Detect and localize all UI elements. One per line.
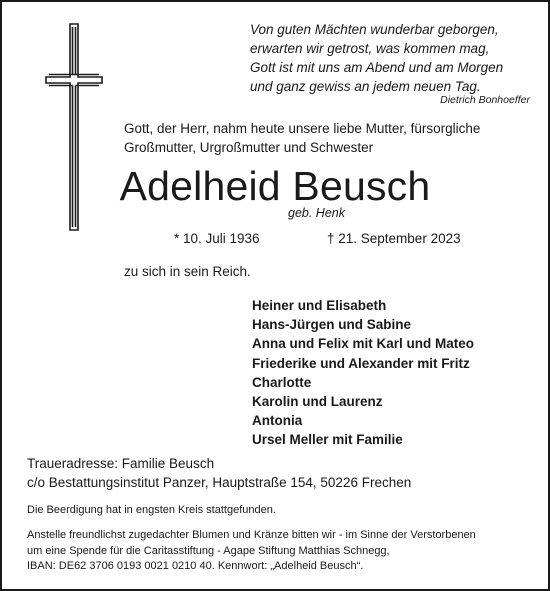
death-date: † 21. September 2023 bbox=[327, 231, 461, 246]
mourner-item: Hans-Jürgen und Sabine bbox=[252, 317, 412, 333]
address-line: Traueradresse: Familie Beusch bbox=[27, 456, 215, 471]
poem-line: und ganz gewiss an jedem neuen Tag. bbox=[250, 79, 481, 94]
closing-phrase: zu sich in sein Reich. bbox=[124, 264, 251, 279]
birth-date: * 10. Juli 1936 bbox=[174, 231, 260, 246]
poem bbox=[250, 20, 530, 96]
poem-line: Von guten Mächten wunderbar geborgen, bbox=[250, 22, 499, 37]
donation-line: Anstelle freundlichst zugedachter Blumen und Kränze bitten wir - im Sinne der Verstorbenen bbox=[27, 529, 476, 541]
intro-line: Gott, der Herr, nahm heute unsere liebe Mutter, fürsorgliche bbox=[124, 121, 481, 136]
deceased-name: Adelheid Beusch bbox=[119, 163, 431, 209]
poem-line: Gott ist mit uns am Abend und am Morgen bbox=[250, 60, 504, 75]
intro-line: Großmutter, Urgroßmutter und Schwester bbox=[124, 140, 374, 155]
mourner-item: Charlotte bbox=[252, 374, 312, 390]
maiden-name: geb. Henk bbox=[288, 206, 345, 220]
donation-line: IBAN: DE62 3706 0193 0021 0210 40. Kennwort: „Adelheid Beusch“. bbox=[27, 560, 364, 572]
address-line: c/o Bestattungsinstitut Panzer, Hauptstraße 154, 50226 Frechen bbox=[27, 475, 412, 490]
donation-note bbox=[27, 528, 537, 575]
mourners-list bbox=[252, 296, 474, 450]
poem-line: erwarten wir getrost, was kommen mag, bbox=[250, 41, 490, 56]
donation-line: um eine Spende für die Caritasstiftung - Agape Stiftung Matthias Schnegg, bbox=[27, 544, 390, 557]
mourner-item: Karolin und Laurenz bbox=[252, 394, 383, 410]
intro-text bbox=[124, 119, 524, 157]
mourner-item: Friederike und Alexander mit Fritz bbox=[252, 355, 470, 371]
mourner-item: Antonia bbox=[252, 413, 303, 429]
mourner-item: Heiner und Elisabeth bbox=[252, 298, 387, 313]
funeral-note: Die Beerdigung hat in engsten Kreis stattgefunden. bbox=[27, 504, 276, 516]
mourner-item: Anna und Felix mit Karl und Mateo bbox=[252, 336, 475, 352]
mourner-item: Ursel Meller mit Familie bbox=[252, 432, 403, 448]
poem-author: Dietrich Bonhoeffer bbox=[440, 94, 530, 106]
mourning-address bbox=[27, 454, 411, 492]
